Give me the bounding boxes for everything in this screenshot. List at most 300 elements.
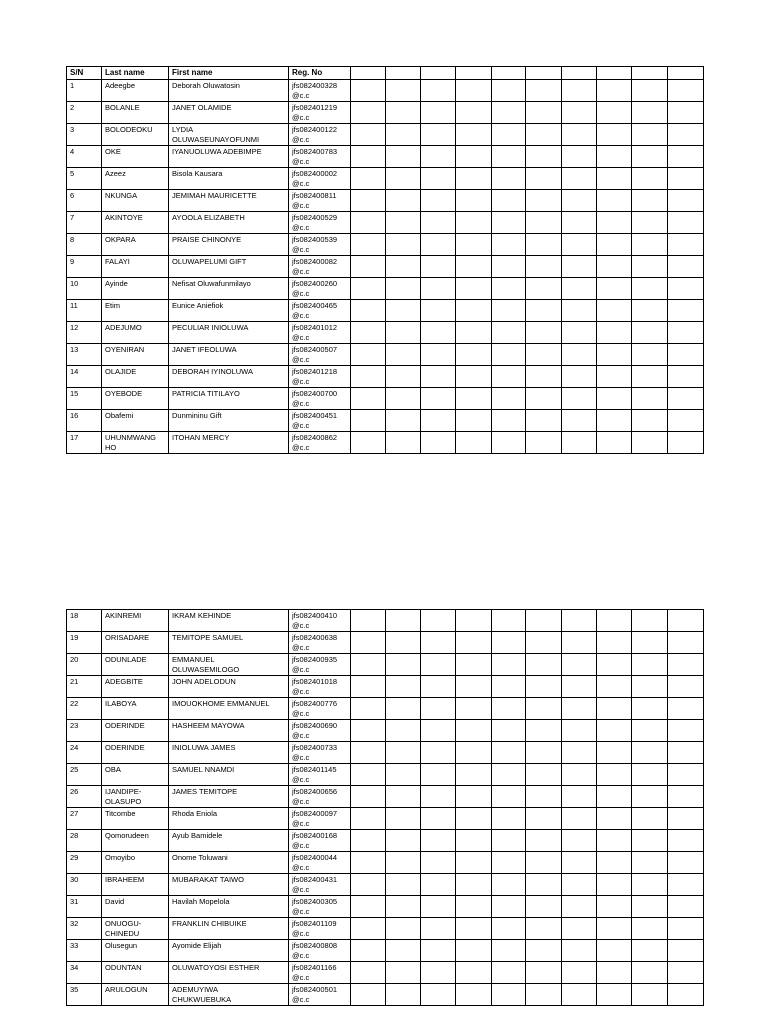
blank-cell	[632, 146, 668, 168]
blank-cell	[562, 212, 597, 234]
blank-cell	[421, 786, 456, 808]
blank-cell	[597, 874, 632, 896]
blank-cell	[562, 874, 597, 896]
blank-cell	[456, 278, 492, 300]
table-row	[67, 322, 704, 344]
cell-sn: 23	[67, 720, 102, 742]
blank-cell	[421, 80, 456, 102]
blank-cell	[632, 124, 668, 146]
blank-cell	[668, 278, 704, 300]
cell-reg-no: jfs082400431 @c.c	[289, 874, 351, 896]
blank-cell	[421, 676, 456, 698]
blank-cell	[421, 698, 456, 720]
blank-cell	[597, 676, 632, 698]
blank-cell	[526, 80, 562, 102]
table-row	[67, 256, 704, 278]
blank-cell	[526, 102, 562, 124]
blank-cell	[668, 676, 704, 698]
blank-cell	[597, 168, 632, 190]
header-reg-no: Reg. No	[289, 67, 351, 80]
table-row	[67, 344, 704, 366]
blank-cell	[421, 234, 456, 256]
table-row	[67, 874, 704, 896]
cell-sn: 9	[67, 256, 102, 278]
blank-cell	[421, 632, 456, 654]
blank-cell	[456, 432, 492, 454]
blank-cell	[456, 168, 492, 190]
blank-cell	[386, 190, 421, 212]
cell-first-name: JANET OLAMIDE	[169, 102, 289, 124]
blank-cell	[597, 940, 632, 962]
blank-cell	[668, 124, 704, 146]
blank-cell	[421, 410, 456, 432]
blank-cell	[386, 654, 421, 676]
blank-cell	[351, 676, 386, 698]
blank-cell	[351, 234, 386, 256]
table-row	[67, 940, 704, 962]
cell-reg-no: jfs082400328 @c.c	[289, 80, 351, 102]
blank-cell	[668, 896, 704, 918]
cell-sn: 11	[67, 300, 102, 322]
blank-cell	[456, 410, 492, 432]
cell-last-name: ORISADARE	[102, 632, 169, 654]
cell-reg-no: jfs082401018 @c.c	[289, 676, 351, 698]
blank-cell	[562, 146, 597, 168]
cell-last-name: IJANDIPE- OLASUPO	[102, 786, 169, 808]
blank-cell	[386, 168, 421, 190]
cell-first-name: AYOOLA ELIZABETH	[169, 212, 289, 234]
blank-cell	[351, 698, 386, 720]
blank-cell	[351, 808, 386, 830]
table-row	[67, 808, 704, 830]
blank-cell	[492, 168, 526, 190]
blank-cell	[668, 190, 704, 212]
cell-sn: 21	[67, 676, 102, 698]
blank-cell	[386, 610, 421, 632]
blank-cell	[597, 344, 632, 366]
blank-cell	[351, 410, 386, 432]
blank-cell	[492, 852, 526, 874]
blank-cell	[562, 234, 597, 256]
cell-first-name: IKRAM KEHINDE	[169, 610, 289, 632]
blank-cell	[562, 786, 597, 808]
table-row	[67, 698, 704, 720]
blank-cell	[526, 432, 562, 454]
blank-cell	[668, 830, 704, 852]
blank-cell	[421, 168, 456, 190]
blank-cell	[386, 896, 421, 918]
table-row	[67, 80, 704, 102]
cell-first-name: DEBORAH IYINOLUWA	[169, 366, 289, 388]
blank-cell	[386, 698, 421, 720]
cell-last-name: NKUNGA	[102, 190, 169, 212]
cell-reg-no: jfs082400410 @c.c	[289, 610, 351, 632]
blank-cell	[456, 146, 492, 168]
blank-cell	[597, 808, 632, 830]
cell-reg-no: jfs082400783 @c.c	[289, 146, 351, 168]
blank-cell	[597, 366, 632, 388]
blank-cell	[421, 852, 456, 874]
blank-cell	[492, 102, 526, 124]
cell-reg-no: jfs082400507 @c.c	[289, 344, 351, 366]
blank-cell	[632, 388, 668, 410]
blank-cell	[421, 764, 456, 786]
blank-cell	[351, 102, 386, 124]
cell-last-name: OLAJIDE	[102, 366, 169, 388]
cell-last-name: ILABOYA	[102, 698, 169, 720]
blank-cell	[386, 212, 421, 234]
blank-cell	[386, 764, 421, 786]
cell-first-name: Nefisat Oluwafunmilayo	[169, 278, 289, 300]
blank-cell	[597, 190, 632, 212]
blank-cell	[597, 742, 632, 764]
blank-cell	[597, 300, 632, 322]
cell-sn: 12	[67, 322, 102, 344]
cell-reg-no: jfs082401219 @c.c	[289, 102, 351, 124]
blank-cell	[562, 918, 597, 940]
blank-cell	[668, 874, 704, 896]
blank-cell	[456, 234, 492, 256]
cell-reg-no: jfs082400122 @c.c	[289, 124, 351, 146]
blank-cell	[668, 146, 704, 168]
blank-cell	[562, 102, 597, 124]
blank-cell	[632, 654, 668, 676]
blank-cell	[492, 344, 526, 366]
blank-cell	[597, 124, 632, 146]
blank-cell	[562, 344, 597, 366]
blank-cell	[562, 432, 597, 454]
cell-reg-no: jfs082401012 @c.c	[289, 322, 351, 344]
blank-cell	[386, 344, 421, 366]
cell-sn: 2	[67, 102, 102, 124]
blank-cell	[668, 786, 704, 808]
cell-reg-no: jfs082400097 @c.c	[289, 808, 351, 830]
blank-cell	[668, 720, 704, 742]
blank-cell	[597, 234, 632, 256]
blank-cell	[597, 896, 632, 918]
cell-last-name: OBA	[102, 764, 169, 786]
table-row	[67, 190, 704, 212]
cell-reg-no: jfs082400690 @c.c	[289, 720, 351, 742]
blank-cell	[668, 168, 704, 190]
blank-cell	[386, 146, 421, 168]
cell-sn: 19	[67, 632, 102, 654]
blank-cell	[351, 764, 386, 786]
table-row	[67, 410, 704, 432]
blank-cell	[351, 278, 386, 300]
blank-cell	[668, 984, 704, 1006]
header-last-name: Last name	[102, 67, 169, 80]
cell-last-name: ONUOGU- CHINEDU	[102, 918, 169, 940]
header-blank-cell	[562, 67, 597, 80]
cell-sn: 25	[67, 764, 102, 786]
table-row	[67, 786, 704, 808]
roster-table-1	[66, 66, 704, 454]
cell-sn: 14	[67, 366, 102, 388]
blank-cell	[456, 874, 492, 896]
cell-sn: 4	[67, 146, 102, 168]
cell-reg-no: jfs082401166 @c.c	[289, 962, 351, 984]
blank-cell	[351, 124, 386, 146]
blank-cell	[632, 234, 668, 256]
blank-cell	[421, 808, 456, 830]
blank-cell	[668, 80, 704, 102]
blank-cell	[668, 410, 704, 432]
blank-cell	[562, 80, 597, 102]
blank-cell	[632, 190, 668, 212]
cell-reg-no: jfs082400811 @c.c	[289, 190, 351, 212]
blank-cell	[632, 410, 668, 432]
blank-cell	[386, 874, 421, 896]
blank-cell	[562, 300, 597, 322]
cell-first-name: Bisola Kausara	[169, 168, 289, 190]
blank-cell	[492, 940, 526, 962]
blank-cell	[526, 388, 562, 410]
blank-cell	[668, 234, 704, 256]
blank-cell	[492, 80, 526, 102]
blank-cell	[632, 632, 668, 654]
blank-cell	[526, 698, 562, 720]
blank-cell	[632, 610, 668, 632]
blank-cell	[351, 388, 386, 410]
blank-cell	[492, 432, 526, 454]
blank-cell	[492, 808, 526, 830]
cell-reg-no: jfs082401109 @c.c	[289, 918, 351, 940]
header-blank-cell	[351, 67, 386, 80]
blank-cell	[526, 742, 562, 764]
blank-cell	[386, 940, 421, 962]
blank-cell	[386, 234, 421, 256]
blank-cell	[351, 146, 386, 168]
blank-cell	[562, 742, 597, 764]
blank-cell	[597, 852, 632, 874]
cell-first-name: Onome Toluwani	[169, 852, 289, 874]
blank-cell	[456, 698, 492, 720]
blank-cell	[562, 366, 597, 388]
blank-cell	[351, 344, 386, 366]
cell-reg-no: jfs082400529 @c.c	[289, 212, 351, 234]
blank-cell	[526, 852, 562, 874]
cell-first-name: LYDIA OLUWASEUNAYOFUNMI	[169, 124, 289, 146]
cell-sn: 24	[67, 742, 102, 764]
blank-cell	[386, 124, 421, 146]
cell-first-name: INIOLUWA JAMES	[169, 742, 289, 764]
blank-cell	[597, 632, 632, 654]
blank-cell	[597, 654, 632, 676]
blank-cell	[492, 256, 526, 278]
blank-cell	[351, 322, 386, 344]
blank-cell	[456, 808, 492, 830]
blank-cell	[492, 786, 526, 808]
blank-cell	[526, 278, 562, 300]
blank-cell	[562, 168, 597, 190]
blank-cell	[492, 720, 526, 742]
table-row	[67, 168, 704, 190]
blank-cell	[351, 632, 386, 654]
blank-cell	[632, 168, 668, 190]
blank-cell	[456, 366, 492, 388]
blank-cell	[351, 256, 386, 278]
cell-sn: 31	[67, 896, 102, 918]
blank-cell	[597, 984, 632, 1006]
blank-cell	[597, 102, 632, 124]
header-blank-cell	[386, 67, 421, 80]
blank-cell	[421, 984, 456, 1006]
cell-first-name: PATRICIA TITILAYO	[169, 388, 289, 410]
blank-cell	[668, 654, 704, 676]
cell-last-name: ODERINDE	[102, 720, 169, 742]
blank-cell	[562, 190, 597, 212]
cell-sn: 18	[67, 610, 102, 632]
blank-cell	[492, 146, 526, 168]
blank-cell	[597, 322, 632, 344]
blank-cell	[386, 300, 421, 322]
blank-cell	[456, 654, 492, 676]
blank-cell	[597, 388, 632, 410]
blank-cell	[492, 278, 526, 300]
blank-cell	[526, 676, 562, 698]
blank-cell	[562, 676, 597, 698]
blank-cell	[492, 388, 526, 410]
blank-cell	[351, 852, 386, 874]
blank-cell	[421, 720, 456, 742]
blank-cell	[632, 720, 668, 742]
blank-cell	[421, 896, 456, 918]
cell-first-name: IYANUOLUWA ADEBIMPE	[169, 146, 289, 168]
blank-cell	[562, 388, 597, 410]
blank-cell	[492, 698, 526, 720]
blank-cell	[456, 190, 492, 212]
cell-sn: 34	[67, 962, 102, 984]
blank-cell	[351, 300, 386, 322]
cell-reg-no: jfs082400935 @c.c	[289, 654, 351, 676]
blank-cell	[562, 410, 597, 432]
cell-sn: 28	[67, 830, 102, 852]
blank-cell	[562, 698, 597, 720]
blank-cell	[597, 256, 632, 278]
cell-last-name: OYEBODE	[102, 388, 169, 410]
header-blank-cell	[526, 67, 562, 80]
blank-cell	[668, 940, 704, 962]
table-row	[67, 610, 704, 632]
blank-cell	[562, 830, 597, 852]
cell-sn: 8	[67, 234, 102, 256]
blank-cell	[668, 852, 704, 874]
cell-first-name: HASHEEM MAYOWA	[169, 720, 289, 742]
blank-cell	[421, 432, 456, 454]
blank-cell	[386, 278, 421, 300]
blank-cell	[492, 610, 526, 632]
blank-cell	[456, 344, 492, 366]
blank-cell	[456, 896, 492, 918]
cell-last-name: Omoyibo	[102, 852, 169, 874]
blank-cell	[668, 300, 704, 322]
blank-cell	[526, 300, 562, 322]
cell-first-name: ADEMUYIWA CHUKWUEBUKA	[169, 984, 289, 1006]
blank-cell	[351, 212, 386, 234]
blank-cell	[492, 962, 526, 984]
table-row	[67, 366, 704, 388]
table-row	[67, 124, 704, 146]
blank-cell	[421, 146, 456, 168]
blank-cell	[632, 432, 668, 454]
blank-cell	[386, 256, 421, 278]
blank-cell	[351, 654, 386, 676]
blank-cell	[386, 322, 421, 344]
blank-cell	[597, 720, 632, 742]
cell-last-name: Obafemi	[102, 410, 169, 432]
blank-cell	[632, 874, 668, 896]
cell-sn: 20	[67, 654, 102, 676]
blank-cell	[421, 366, 456, 388]
blank-cell	[421, 830, 456, 852]
table-row	[67, 742, 704, 764]
blank-cell	[492, 322, 526, 344]
blank-cell	[492, 234, 526, 256]
cell-sn: 33	[67, 940, 102, 962]
blank-cell	[668, 212, 704, 234]
cell-sn: 29	[67, 852, 102, 874]
table-row	[67, 102, 704, 124]
blank-cell	[668, 698, 704, 720]
blank-cell	[632, 256, 668, 278]
blank-cell	[351, 786, 386, 808]
blank-cell	[456, 962, 492, 984]
blank-cell	[526, 808, 562, 830]
blank-cell	[456, 742, 492, 764]
blank-cell	[386, 918, 421, 940]
blank-cell	[456, 388, 492, 410]
cell-last-name: AKINREMI	[102, 610, 169, 632]
blank-cell	[632, 676, 668, 698]
cell-reg-no: jfs082400733 @c.c	[289, 742, 351, 764]
cell-last-name: ODUNTAN	[102, 962, 169, 984]
blank-cell	[492, 918, 526, 940]
blank-cell	[386, 808, 421, 830]
table-row	[67, 278, 704, 300]
cell-last-name: FALAYI	[102, 256, 169, 278]
blank-cell	[632, 322, 668, 344]
cell-last-name: AKINTOYE	[102, 212, 169, 234]
blank-cell	[562, 610, 597, 632]
table-row	[67, 984, 704, 1006]
blank-cell	[526, 962, 562, 984]
blank-cell	[386, 984, 421, 1006]
blank-cell	[526, 830, 562, 852]
blank-cell	[668, 808, 704, 830]
blank-cell	[351, 896, 386, 918]
cell-last-name: ODUNLADE	[102, 654, 169, 676]
blank-cell	[632, 852, 668, 874]
cell-sn: 22	[67, 698, 102, 720]
cell-last-name: ODERINDE	[102, 742, 169, 764]
blank-cell	[386, 830, 421, 852]
blank-cell	[526, 654, 562, 676]
cell-sn: 7	[67, 212, 102, 234]
blank-cell	[668, 388, 704, 410]
cell-sn: 27	[67, 808, 102, 830]
table-row	[67, 764, 704, 786]
cell-first-name: Deborah Oluwatosin	[169, 80, 289, 102]
table-row	[67, 654, 704, 676]
blank-cell	[597, 764, 632, 786]
blank-cell	[632, 984, 668, 1006]
cell-first-name: Ayomide Elijah	[169, 940, 289, 962]
cell-first-name: EMMANUEL OLUWASEMILOGO	[169, 654, 289, 676]
blank-cell	[351, 80, 386, 102]
blank-cell	[597, 278, 632, 300]
blank-cell	[632, 786, 668, 808]
